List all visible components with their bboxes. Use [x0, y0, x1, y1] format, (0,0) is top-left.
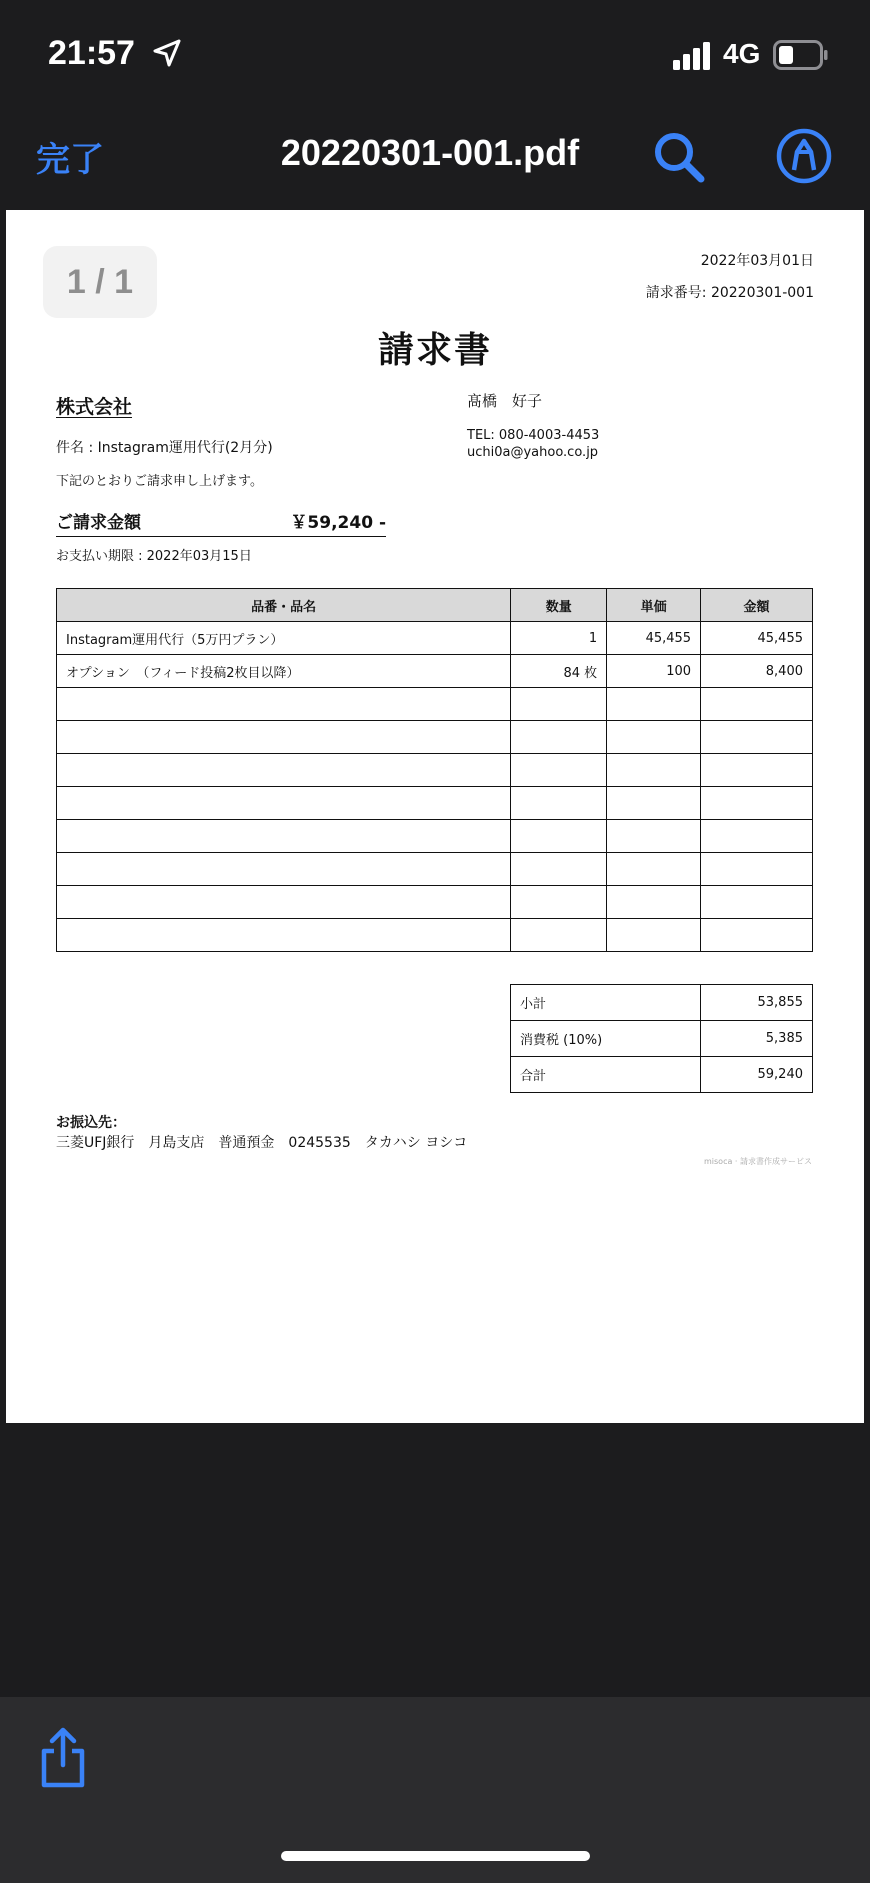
amount-cell: 8,400	[701, 655, 813, 688]
table-row	[57, 688, 813, 721]
payment-due-date: お支払い期限 : 2022年03月15日	[56, 549, 252, 564]
item-cell	[57, 853, 511, 886]
item-cell: オプション （フィード投稿2枚目以降）	[57, 655, 511, 688]
line-items-table	[56, 588, 813, 952]
bank-details: 三菱UFJ銀行 月島支店 普通預金 0245535 タカハシ ヨシコ	[56, 1135, 468, 1151]
tax-label: 消費税 (10%)	[511, 1021, 701, 1057]
share-icon[interactable]	[38, 1727, 88, 1789]
issuer-name: 髙橋 好子	[467, 392, 543, 410]
price-cell: 45,455	[607, 622, 701, 655]
item-cell: Instagram運用代行（5万円プラン）	[57, 622, 511, 655]
done-button[interactable]: 完了	[36, 140, 104, 180]
signal-bars-icon	[673, 42, 713, 70]
bank-label: お振込先：	[56, 1115, 126, 1131]
qty-cell	[511, 754, 607, 787]
item-cell	[57, 754, 511, 787]
price-cell	[607, 721, 701, 754]
price-cell	[607, 919, 701, 952]
invoice-number: 請求番号: 20220301-001	[645, 285, 814, 301]
table-header-row	[57, 589, 813, 622]
totals-row	[511, 1021, 813, 1057]
header-qty: 数量	[511, 589, 607, 622]
price-cell	[607, 754, 701, 787]
invoice-title: 請求書	[377, 330, 492, 371]
grand-total-label: 合計	[511, 1057, 701, 1093]
table-row	[57, 820, 813, 853]
table-row	[57, 787, 813, 820]
navigation-bar	[0, 110, 870, 210]
battery-icon	[773, 40, 829, 70]
amount-cell	[701, 688, 813, 721]
header-price: 単価	[607, 589, 701, 622]
qty-cell	[511, 919, 607, 952]
intro-text: 下記のとおりご請求申し上げます。	[56, 474, 263, 489]
subtotal-value: 53,855	[701, 985, 813, 1021]
price-cell	[607, 820, 701, 853]
search-icon[interactable]	[652, 130, 706, 184]
issuer-email: uchi0a@yahoo.co.jp	[467, 445, 599, 460]
item-cell	[57, 721, 511, 754]
price-cell	[607, 853, 701, 886]
qty-cell	[511, 820, 607, 853]
amount-cell	[701, 919, 813, 952]
location-arrow-icon	[152, 38, 182, 68]
table-row	[57, 754, 813, 787]
status-bar	[0, 0, 870, 110]
billing-total	[56, 504, 386, 537]
tax-value: 5,385	[701, 1021, 813, 1057]
amount-cell	[701, 787, 813, 820]
price-cell	[607, 688, 701, 721]
document-title: 20220301-001.pdf	[280, 132, 580, 173]
invoice-date: 2022年03月01日	[700, 253, 814, 269]
qty-cell	[511, 688, 607, 721]
table-row	[57, 919, 813, 952]
table-row	[57, 655, 813, 688]
header-item: 品番・品名	[57, 589, 511, 622]
subtotal-label: 小計	[511, 985, 701, 1021]
amount-cell: 45,455	[701, 622, 813, 655]
price-cell: 100	[607, 655, 701, 688]
item-cell	[57, 919, 511, 952]
table-row	[57, 622, 813, 655]
pdf-page[interactable]	[6, 210, 864, 1423]
table-row	[57, 721, 813, 754]
amount-cell	[701, 754, 813, 787]
qty-cell	[511, 721, 607, 754]
page-indicator: 1 / 1	[43, 246, 157, 318]
table-row	[57, 886, 813, 919]
markup-pen-icon[interactable]	[776, 128, 832, 184]
qty-cell	[511, 853, 607, 886]
qty-cell	[511, 886, 607, 919]
table-row	[57, 853, 813, 886]
qty-cell	[511, 787, 607, 820]
item-cell	[57, 688, 511, 721]
item-cell	[57, 886, 511, 919]
amount-cell	[701, 886, 813, 919]
header-amount: 金額	[701, 589, 813, 622]
totals-row	[511, 985, 813, 1021]
totals-table	[510, 984, 813, 1093]
grand-total-value: 59,240	[701, 1057, 813, 1093]
invoice-subject: 件名 : Instagram運用代行(2月分)	[56, 440, 273, 456]
amount-cell	[701, 721, 813, 754]
client-name: 株式会社	[56, 396, 133, 418]
item-cell	[57, 787, 511, 820]
price-cell	[607, 886, 701, 919]
issuer-tel: TEL: 080-4003-4453	[467, 428, 600, 443]
qty-cell: 84 枚	[511, 655, 607, 688]
billing-total-amount: ￥59,240 -	[290, 513, 386, 533]
qty-cell: 1	[511, 622, 607, 655]
item-cell	[57, 820, 511, 853]
misoca-logo: misoca · 請求書作成サービス	[703, 1157, 812, 1166]
billing-total-label: ご請求金額	[56, 513, 141, 533]
amount-cell	[701, 820, 813, 853]
status-time: 21:57	[48, 34, 135, 72]
amount-cell	[701, 853, 813, 886]
totals-row	[511, 1057, 813, 1093]
network-type: 4G	[723, 38, 761, 69]
price-cell	[607, 787, 701, 820]
home-indicator	[281, 1851, 590, 1861]
